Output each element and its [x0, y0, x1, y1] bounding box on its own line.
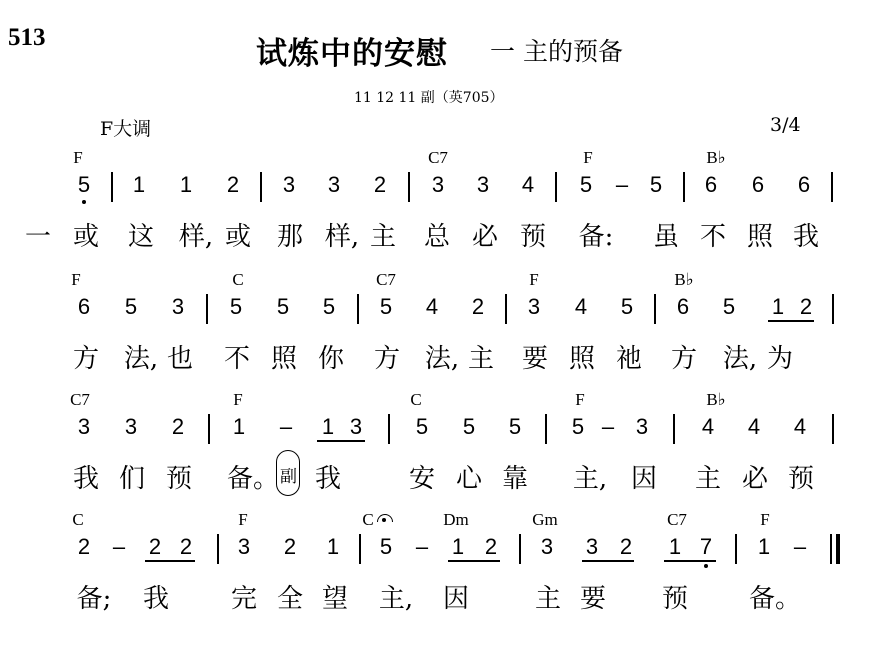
eighth-underline: [145, 560, 195, 562]
lyric: 主: [467, 344, 495, 374]
bar-line: [519, 534, 521, 564]
bar-line: [683, 172, 685, 202]
note: 2: [226, 172, 240, 197]
note: 3: [431, 172, 445, 197]
bar-line: [217, 534, 219, 564]
time-signature: 3/4: [770, 114, 801, 136]
eighth-underline: [582, 560, 634, 562]
lower-octave-dot: [82, 200, 86, 204]
eighth-underline: [448, 560, 500, 562]
lyric: 主,: [378, 584, 414, 614]
dash: –: [615, 172, 629, 197]
music-line-2: [0, 270, 888, 398]
note: 5: [571, 414, 585, 439]
note: 1: [321, 414, 335, 439]
note: 5: [649, 172, 663, 197]
lyric: 照: [270, 344, 298, 374]
note: 5: [379, 534, 393, 559]
note: 3: [282, 172, 296, 197]
note: 3: [585, 534, 599, 559]
note: 5: [276, 294, 290, 319]
bar-line: [388, 414, 390, 444]
lyric: 为: [766, 344, 794, 374]
note: 2: [484, 534, 498, 559]
lyric: 方: [373, 344, 401, 374]
note: 6: [676, 294, 690, 319]
note: 4: [747, 414, 761, 439]
note: 6: [751, 172, 765, 197]
chord-symbol: B♭: [706, 148, 726, 167]
chord-symbol: F: [233, 390, 243, 409]
chord-symbol: C: [232, 270, 244, 289]
lyric: 因: [442, 584, 470, 614]
note: 4: [793, 414, 807, 439]
bar-line: [555, 172, 557, 202]
lyric: 完: [230, 584, 258, 614]
note: 5: [379, 294, 393, 319]
lyric: 或: [72, 222, 100, 252]
dash: –: [415, 534, 429, 559]
note: 5: [322, 294, 336, 319]
lyric: 法,: [424, 344, 460, 374]
chord-symbol: F: [583, 148, 593, 167]
dash: –: [601, 414, 615, 439]
dash: –: [112, 534, 126, 559]
final-bar-thick: [836, 534, 840, 564]
chord-symbol: C: [72, 510, 84, 529]
fermata-dot: [382, 518, 386, 522]
lyric: 备;: [76, 584, 112, 614]
lyric: 总: [423, 222, 451, 252]
chord-symbol: F: [529, 270, 539, 289]
note: 5: [722, 294, 736, 319]
lyric: 预: [165, 464, 193, 494]
note: 3: [540, 534, 554, 559]
note: 2: [619, 534, 633, 559]
note: 3: [171, 294, 185, 319]
chord-symbol: F: [73, 148, 83, 167]
note: 1: [132, 172, 146, 197]
note: 5: [229, 294, 243, 319]
bar-line: [206, 294, 208, 324]
note: 2: [799, 294, 813, 319]
lyric: 法,: [722, 344, 758, 374]
final-bar-thin: [830, 534, 832, 564]
bar-line: [545, 414, 547, 444]
lyric: 备。: [748, 584, 802, 614]
bar-line: [111, 172, 113, 202]
note: 5: [124, 294, 138, 319]
note: 4: [521, 172, 535, 197]
bar-line: [357, 294, 359, 324]
lyric: 主: [534, 584, 562, 614]
note: 3: [476, 172, 490, 197]
lyric: 虽: [652, 222, 680, 252]
note: 5: [620, 294, 634, 319]
note: 5: [415, 414, 429, 439]
bar-line: [260, 172, 262, 202]
chord-symbol: B♭: [706, 390, 726, 409]
lyric: 安: [408, 464, 436, 494]
lyric: 全: [276, 584, 304, 614]
lyric: 一: [24, 222, 52, 252]
lyric: 主: [369, 222, 397, 252]
note: 1: [326, 534, 340, 559]
note: 6: [797, 172, 811, 197]
lyric: 靠: [501, 464, 529, 494]
lyric: 备:: [578, 222, 614, 252]
note: 3: [635, 414, 649, 439]
note: 1: [179, 172, 193, 197]
lyric: 方: [670, 344, 698, 374]
lyric: 样,: [178, 222, 214, 252]
lyric: 们: [118, 464, 146, 494]
dash: –: [793, 534, 807, 559]
lyric: 因: [630, 464, 658, 494]
bar-line: [359, 534, 361, 564]
lyric: 望: [321, 584, 349, 614]
note: 7: [699, 534, 713, 559]
note: 3: [77, 414, 91, 439]
hymn-number: 513: [8, 24, 46, 51]
note: 3: [124, 414, 138, 439]
lyric: 法,: [123, 344, 159, 374]
note: 2: [283, 534, 297, 559]
chord-symbol: F: [760, 510, 770, 529]
note: 3: [237, 534, 251, 559]
music-line-3: [0, 390, 888, 518]
dash: –: [279, 414, 293, 439]
lyric: 必: [471, 222, 499, 252]
note: 5: [508, 414, 522, 439]
lyric: 预: [787, 464, 815, 494]
key-signature: F大调: [100, 118, 152, 140]
lyric: 预: [661, 584, 689, 614]
chord-symbol: F: [238, 510, 248, 529]
bar-line: [505, 294, 507, 324]
chord-symbol: Dm: [443, 510, 469, 529]
note: 2: [148, 534, 162, 559]
note: 2: [77, 534, 91, 559]
bar-line: [735, 534, 737, 564]
lyric: 要: [579, 584, 607, 614]
eighth-underline: [768, 320, 814, 322]
lyric: 我: [72, 464, 100, 494]
bar-line: [831, 172, 833, 202]
note: 3: [349, 414, 363, 439]
note: 1: [232, 414, 246, 439]
lower-octave-dot: [704, 564, 708, 568]
chord-symbol: F: [575, 390, 585, 409]
note: 1: [451, 534, 465, 559]
music-line-1: [0, 148, 888, 276]
hymn-title: 试炼中的安慰: [256, 36, 448, 72]
eighth-underline: [664, 560, 716, 562]
lyric: 我: [314, 464, 342, 494]
lyric: 心: [455, 464, 483, 494]
note: 6: [704, 172, 718, 197]
note: 5: [579, 172, 593, 197]
note: 2: [471, 294, 485, 319]
note: 3: [327, 172, 341, 197]
lyric: 我: [792, 222, 820, 252]
lyric: 必: [741, 464, 769, 494]
lyric: 我: [142, 584, 170, 614]
lyric: 主: [694, 464, 722, 494]
lyric: 不: [699, 222, 727, 252]
lyric: 照: [568, 344, 596, 374]
lyric: 主,: [572, 464, 608, 494]
lyric: 备。: [226, 464, 280, 494]
lyric: 样,: [324, 222, 360, 252]
lyric: 或: [224, 222, 252, 252]
lyric: 方: [72, 344, 100, 374]
note: 4: [425, 294, 439, 319]
bar-line: [673, 414, 675, 444]
bar-line: [208, 414, 210, 444]
bar-line: [832, 414, 834, 444]
lyric: 不: [223, 344, 251, 374]
chord-symbol: B♭: [674, 270, 694, 289]
chord-symbol: F: [71, 270, 81, 289]
lyric: 预: [519, 222, 547, 252]
bar-line: [654, 294, 656, 324]
lyric: 你: [317, 344, 345, 374]
chord-symbol: C: [362, 510, 374, 529]
lyric: 这: [127, 222, 155, 252]
chord-symbol: C7: [70, 390, 90, 409]
lyric: 那: [276, 222, 304, 252]
chord-symbol: C7: [428, 148, 448, 167]
lyric: 要: [521, 344, 549, 374]
note: 4: [574, 294, 588, 319]
hymn-subtitle: 一 主的预备: [490, 37, 623, 66]
lyric: 也: [166, 344, 194, 374]
note: 3: [527, 294, 541, 319]
eighth-underline: [317, 440, 365, 442]
note: 2: [171, 414, 185, 439]
note: 4: [701, 414, 715, 439]
music-line-4: [0, 510, 888, 638]
note: 1: [771, 294, 785, 319]
note: 5: [462, 414, 476, 439]
refrain-label: 副: [280, 467, 297, 487]
bar-line: [832, 294, 834, 324]
note: 1: [757, 534, 771, 559]
bar-line: [408, 172, 410, 202]
note: 1: [668, 534, 682, 559]
lyric: 祂: [615, 344, 643, 374]
meter-line: 11 12 11 副（英705）: [354, 90, 504, 106]
note: 2: [179, 534, 193, 559]
note: 5: [77, 172, 91, 197]
note: 2: [373, 172, 387, 197]
chord-symbol: C: [410, 390, 422, 409]
chord-symbol: C7: [376, 270, 396, 289]
lyric: 照: [746, 222, 774, 252]
note: 6: [77, 294, 91, 319]
chord-symbol: C7: [667, 510, 687, 529]
chord-symbol: Gm: [532, 510, 558, 529]
